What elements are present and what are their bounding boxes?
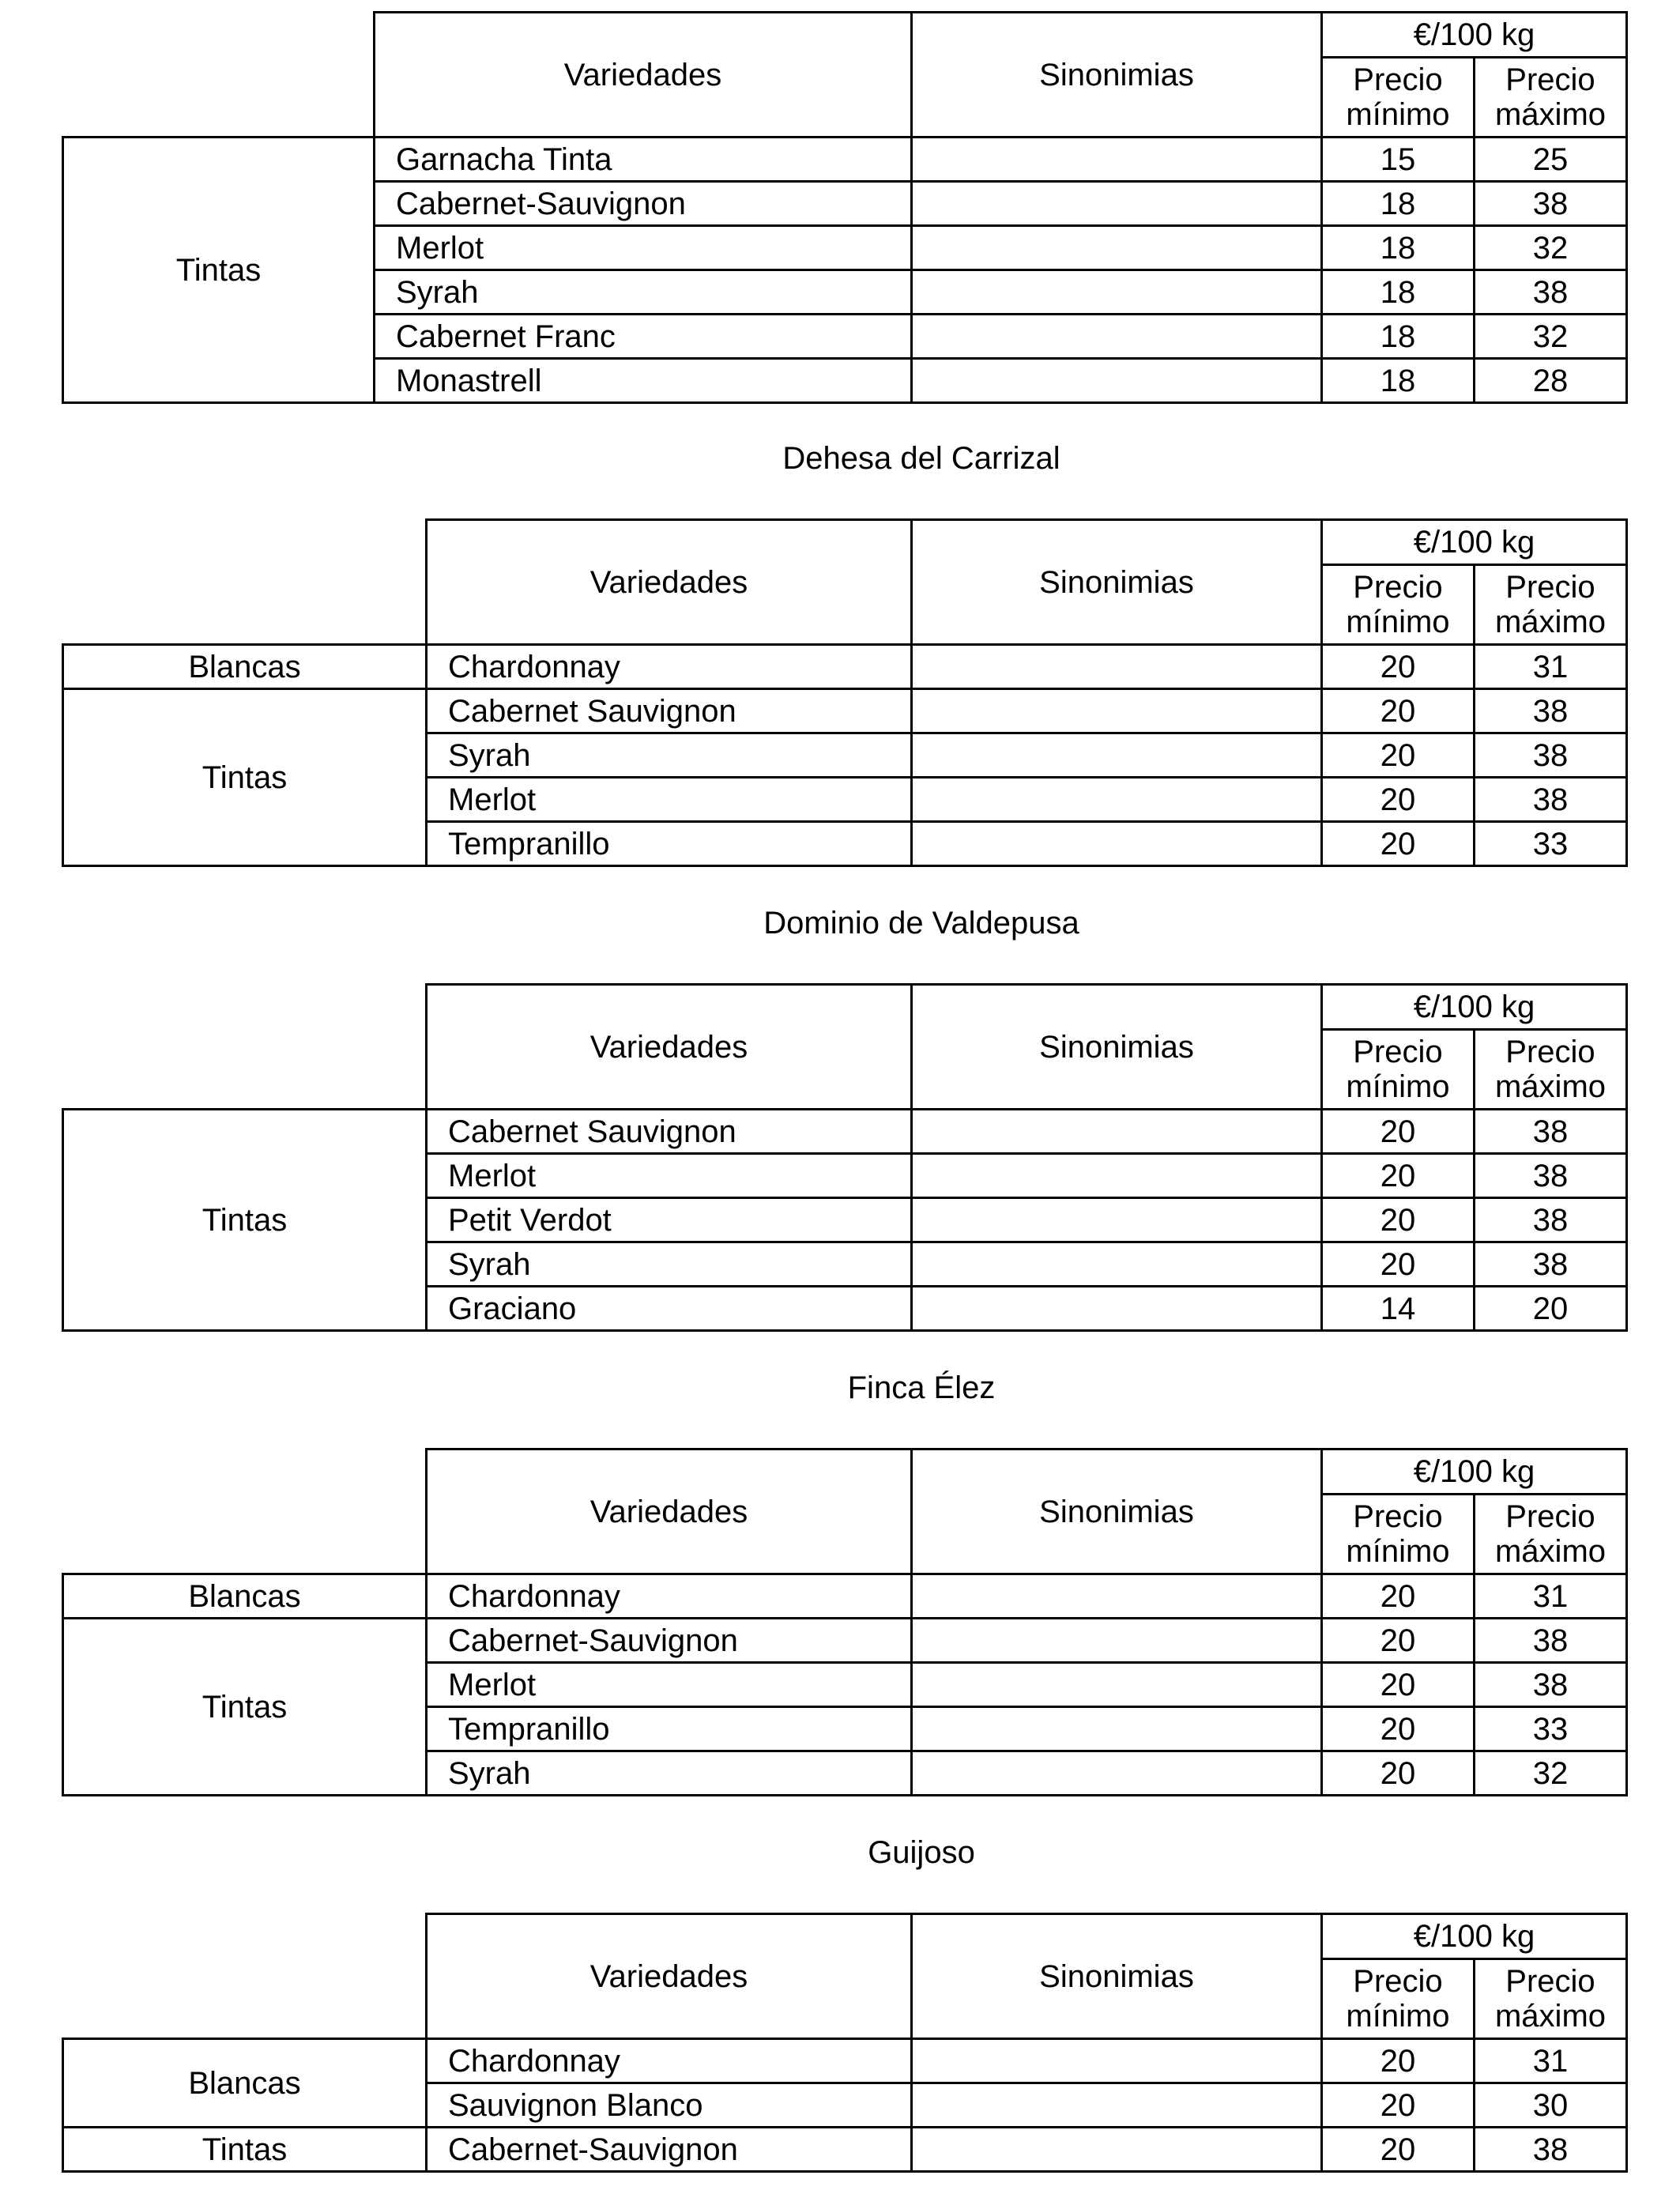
variety-name: Syrah — [427, 1751, 912, 1796]
variety-name: Chardonnay — [427, 2039, 912, 2083]
variety-name: Cabernet Sauvignon — [427, 689, 912, 733]
header-sinonimias: Sinonimias — [912, 13, 1322, 138]
variety-name: Merlot — [427, 1154, 912, 1198]
price-min: 20 — [1322, 689, 1475, 733]
price-min: 20 — [1322, 2128, 1475, 2172]
variety-name: Graciano — [427, 1287, 912, 1331]
synonym-cell — [912, 733, 1322, 778]
variety-name: Cabernet-Sauvignon — [427, 2128, 912, 2172]
header-variedades: Variedades — [427, 1449, 912, 1574]
group-label: Tintas — [63, 1110, 427, 1331]
group-label: Blancas — [63, 2039, 427, 2128]
synonym-cell — [912, 2083, 1322, 2128]
section-title: Finca Élez — [847, 1370, 996, 1405]
header-variedades: Variedades — [375, 13, 912, 138]
price-min: 20 — [1322, 1242, 1475, 1287]
group-label: Blancas — [63, 645, 427, 689]
price-max: 20 — [1475, 1287, 1627, 1331]
header-precio-maximo: Precio máximo — [1475, 1959, 1627, 2039]
variety-name: Cabernet Franc — [375, 315, 912, 359]
header-precio-minimo: Precio mínimo — [1322, 1030, 1475, 1110]
synonym-cell — [912, 689, 1322, 733]
variety-name: Merlot — [427, 1663, 912, 1707]
synonym-cell — [912, 2039, 1322, 2083]
price-max: 38 — [1475, 1198, 1627, 1242]
price-max: 38 — [1475, 1619, 1627, 1663]
header-precio-maximo: Precio máximo — [1475, 1495, 1627, 1574]
group-label: Blancas — [63, 1574, 427, 1619]
price-min: 20 — [1322, 1198, 1475, 1242]
header-precio-minimo: Precio mínimo — [1322, 1959, 1475, 2039]
header-price-unit: €/100 kg — [1322, 1449, 1627, 1495]
header-precio-maximo: Precio máximo — [1475, 565, 1627, 645]
price-min: 18 — [1322, 270, 1475, 315]
price-max: 30 — [1475, 2083, 1627, 2128]
synonym-cell — [912, 359, 1322, 403]
section-title: Dominio de Valdepusa — [763, 906, 1079, 941]
header-precio-minimo: Precio mínimo — [1322, 1495, 1475, 1574]
price-max: 38 — [1475, 1154, 1627, 1198]
varieties-table-5 — [62, 1913, 1628, 2173]
price-min: 20 — [1322, 1154, 1475, 1198]
price-min: 20 — [1322, 645, 1475, 689]
price-max: 38 — [1475, 182, 1627, 226]
header-price-unit: €/100 kg — [1322, 13, 1627, 58]
synonym-cell — [912, 1242, 1322, 1287]
synonym-cell — [912, 226, 1322, 270]
synonym-cell — [912, 315, 1322, 359]
price-min: 20 — [1322, 1751, 1475, 1796]
price-min: 20 — [1322, 822, 1475, 866]
header-sinonimias: Sinonimias — [912, 1914, 1322, 2039]
varieties-table-4 — [62, 1448, 1628, 1796]
header-variedades: Variedades — [427, 520, 912, 645]
variety-name: Sauvignon Blanco — [427, 2083, 912, 2128]
variety-name: Syrah — [427, 1242, 912, 1287]
price-min: 18 — [1322, 315, 1475, 359]
price-max: 38 — [1475, 270, 1627, 315]
synonym-cell — [912, 1707, 1322, 1751]
varieties-table-1 — [62, 11, 1628, 404]
synonym-cell — [912, 1287, 1322, 1331]
price-min: 20 — [1322, 1663, 1475, 1707]
price-max: 33 — [1475, 1707, 1627, 1751]
price-max: 38 — [1475, 733, 1627, 778]
price-max: 25 — [1475, 138, 1627, 182]
price-max: 28 — [1475, 359, 1627, 403]
variety-name: Monastrell — [375, 359, 912, 403]
header-sinonimias: Sinonimias — [912, 520, 1322, 645]
variety-name: Tempranillo — [427, 822, 912, 866]
price-min: 20 — [1322, 1707, 1475, 1751]
variety-name: Chardonnay — [427, 1574, 912, 1619]
varieties-table-3 — [62, 983, 1628, 1332]
variety-name: Merlot — [375, 226, 912, 270]
variety-name: Syrah — [375, 270, 912, 315]
price-min: 20 — [1322, 2039, 1475, 2083]
price-min: 20 — [1322, 2083, 1475, 2128]
price-max: 38 — [1475, 1242, 1627, 1287]
synonym-cell — [912, 1619, 1322, 1663]
price-max: 38 — [1475, 2128, 1627, 2172]
synonym-cell — [912, 778, 1322, 822]
price-max: 38 — [1475, 1110, 1627, 1154]
price-max: 31 — [1475, 2039, 1627, 2083]
header-sinonimias: Sinonimias — [912, 985, 1322, 1110]
group-label: Tintas — [63, 689, 427, 866]
price-min: 20 — [1322, 733, 1475, 778]
price-min: 20 — [1322, 1110, 1475, 1154]
price-max: 31 — [1475, 645, 1627, 689]
variety-name: Cabernet Sauvignon — [427, 1110, 912, 1154]
price-min: 14 — [1322, 1287, 1475, 1331]
price-max: 38 — [1475, 1663, 1627, 1707]
header-variedades: Variedades — [427, 985, 912, 1110]
price-min: 20 — [1322, 778, 1475, 822]
header-price-unit: €/100 kg — [1322, 985, 1627, 1030]
price-max: 31 — [1475, 1574, 1627, 1619]
variety-name: Chardonnay — [427, 645, 912, 689]
group-label: Tintas — [63, 2128, 427, 2172]
header-price-unit: €/100 kg — [1322, 520, 1627, 565]
variety-name: Syrah — [427, 733, 912, 778]
price-min: 18 — [1322, 226, 1475, 270]
variety-name: Garnacha Tinta — [375, 138, 912, 182]
group-label: Tintas — [63, 1619, 427, 1796]
synonym-cell — [912, 645, 1322, 689]
price-max: 33 — [1475, 822, 1627, 866]
price-max: 38 — [1475, 689, 1627, 733]
price-min: 18 — [1322, 182, 1475, 226]
variety-name: Cabernet-Sauvignon — [375, 182, 912, 226]
header-precio-minimo: Precio mínimo — [1322, 58, 1475, 138]
variety-name: Merlot — [427, 778, 912, 822]
price-min: 18 — [1322, 359, 1475, 403]
synonym-cell — [912, 1574, 1322, 1619]
header-sinonimias: Sinonimias — [912, 1449, 1322, 1574]
price-max: 38 — [1475, 778, 1627, 822]
synonym-cell — [912, 1198, 1322, 1242]
price-max: 32 — [1475, 315, 1627, 359]
group-label: Tintas — [63, 138, 375, 403]
header-precio-maximo: Precio máximo — [1475, 58, 1627, 138]
synonym-cell — [912, 822, 1322, 866]
synonym-cell — [912, 1110, 1322, 1154]
synonym-cell — [912, 1751, 1322, 1796]
variety-name: Cabernet-Sauvignon — [427, 1619, 912, 1663]
header-price-unit: €/100 kg — [1322, 1914, 1627, 1959]
price-min: 20 — [1322, 1619, 1475, 1663]
price-min: 15 — [1322, 138, 1475, 182]
price-max: 32 — [1475, 1751, 1627, 1796]
header-precio-maximo: Precio máximo — [1475, 1030, 1627, 1110]
variety-name: Tempranillo — [427, 1707, 912, 1751]
section-title: Guijoso — [868, 1835, 975, 1870]
varieties-table-2 — [62, 518, 1628, 867]
synonym-cell — [912, 2128, 1322, 2172]
synonym-cell — [912, 1154, 1322, 1198]
header-precio-minimo: Precio mínimo — [1322, 565, 1475, 645]
synonym-cell — [912, 270, 1322, 315]
header-variedades: Variedades — [427, 1914, 912, 2039]
synonym-cell — [912, 138, 1322, 182]
section-title: Dehesa del Carrizal — [782, 441, 1060, 476]
price-min: 20 — [1322, 1574, 1475, 1619]
variety-name: Petit Verdot — [427, 1198, 912, 1242]
price-max: 32 — [1475, 226, 1627, 270]
synonym-cell — [912, 1663, 1322, 1707]
synonym-cell — [912, 182, 1322, 226]
